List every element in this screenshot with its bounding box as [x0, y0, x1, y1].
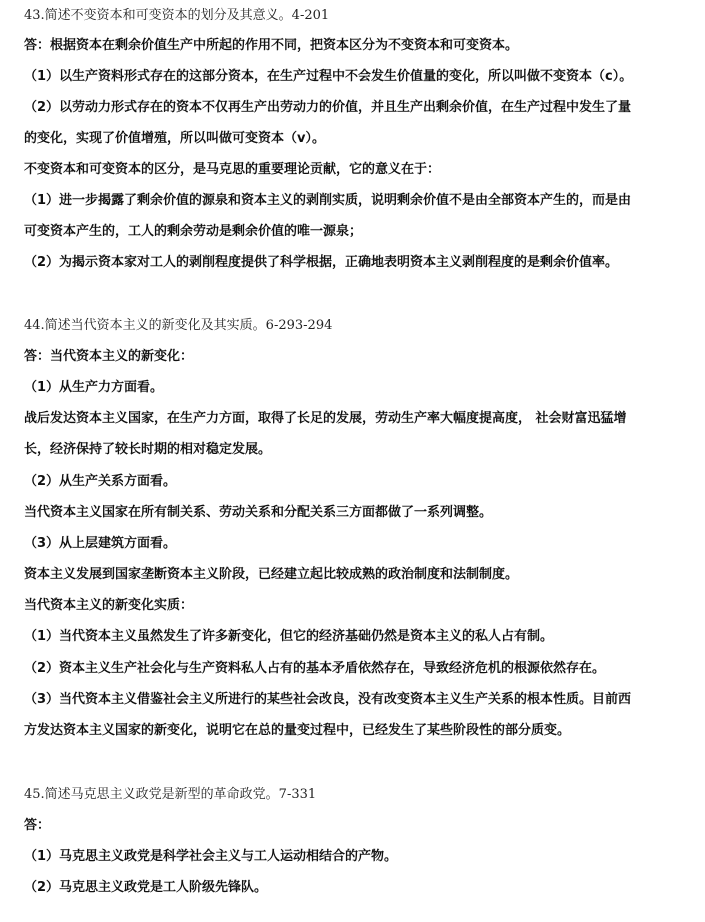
answer-44-line-6: 当代资本主义国家在所有制关系、劳动关系和分配关系三方面都做了一系列调整。 [24, 505, 493, 520]
answer-44-line-11: （2）资本主义生产社会化与生产资料私人占有的基本矛盾依然存在，导致经济危机的根源依然存在。 [24, 661, 606, 676]
answer-44-line-10: （1）当代资本主义虽然发生了许多新变化，但它的经济基础仍然是资本主义的私人占有制。 [24, 629, 554, 644]
answer-44-line-8: 资本主义发展到国家垄断资本主义阶段，已经建立起比较成熟的政治制度和法制制度。 [24, 567, 519, 582]
answer-43-line-3: （2）以劳动力形式存在的资本不仅再生产出劳动力的价值，并且生产出剩余价值，在生产过程中发生了量 [24, 100, 632, 115]
question-45-title: 45.简述马克思主义政党是新型的革命政党。7-331 [24, 787, 317, 802]
answer-44-line-1: 答：当代资本主义的新变化： [24, 349, 194, 364]
answer-43-line-6: （1）进一步揭露了剩余价值的源泉和资本主义的剥削实质，说明剩余价值不是由全部资本产生的，而是由 [24, 193, 632, 208]
answer-44-line-12: （3）当代资本主义借鉴社会主义所进行的某些社会改良，没有改变资本主义生产关系的根本性质。目前西 [24, 692, 632, 707]
answer-45-line-2: （1）马克思主义政党是科学社会主义与工人运动相结合的产物。 [24, 849, 398, 864]
question-44-title: 44.简述当代资本主义的新变化及其实质。6-293-294 [24, 318, 333, 333]
answer-45-line-3: （2）马克思主义政党是工人阶级先锋队。 [24, 880, 268, 895]
answer-44-line-2: （1）从生产力方面看。 [24, 380, 164, 395]
answer-43-line-7: 可变资本产生的，工人的剩余劳动是剩余价值的唯一源泉； [24, 224, 363, 239]
answer-44-line-4: 长，经济保持了较长时期的相对稳定发展。 [24, 442, 272, 457]
answer-44-line-7: （3）从上层建筑方面看。 [24, 536, 177, 551]
question-43-title: 43.简述不变资本和可变资本的划分及其意义。4-201 [24, 8, 330, 23]
answer-45-line-1: 答： [24, 818, 51, 833]
answer-43-line-1: 答：根据资本在剩余价值生产中所起的作用不同，把资本区分为不变资本和可变资本。 [24, 38, 519, 53]
answer-43-line-4: 的变化，实现了价值增殖，所以叫做可变资本（v）。 [24, 131, 325, 146]
answer-44-line-9: 当代资本主义的新变化实质： [24, 598, 194, 613]
answer-44-line-13: 方发达资本主义国家的新变化，说明它在总的量变过程中，已经发生了某些阶段性的部分质变。 [24, 723, 571, 738]
answer-43-line-5: 不变资本和可变资本的区分，是马克思的重要理论贡献，它的意义在于： [24, 162, 441, 177]
answer-43-line-8: （2）为揭示资本家对工人的剥削程度提供了科学根据，正确地表明资本主义剥削程度的是剩余价值率。 [24, 255, 619, 270]
answer-44-line-3: 战后发达资本主义国家，在生产力方面，取得了长足的发展，劳动生产率大幅度提高度， 社会财富迅猛增 [24, 411, 627, 426]
answer-43-line-2: （1）以生产资料形式存在的这部分资本，在生产过程中不会发生价值量的变化，所以叫做不变资本（c）。 [24, 69, 633, 84]
answer-44-line-5: （2）从生产关系方面看。 [24, 474, 177, 489]
